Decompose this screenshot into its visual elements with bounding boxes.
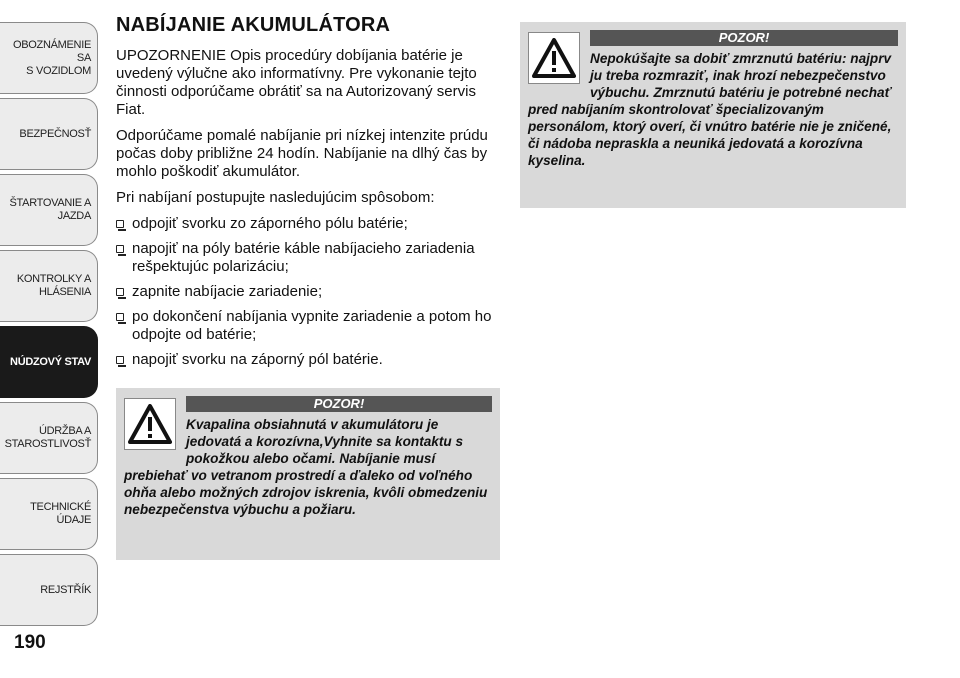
checkbox-bullet-icon: [116, 220, 124, 228]
warning-triangle-icon: [528, 32, 580, 84]
section-title: NABÍJANIE AKUMULÁTORA: [116, 14, 391, 36]
checkbox-bullet-icon: [116, 245, 124, 253]
tab-startovanie[interactable]: ŠTARTOVANIE A JAZDA: [0, 174, 98, 246]
warning-heading: POZOR!: [590, 30, 898, 46]
checkbox-bullet-icon: [116, 356, 124, 364]
paragraph-recommendation: Odporúčame pomalé nabíjanie pri nízkej intenzite prúdu počas doby približne 24 hodín. Nabíjanie na dlhý čas by mohlo poškodiť akumulátor.: [116, 127, 488, 180]
list-item: zapnite nabíjacie zariadenie;: [116, 283, 500, 301]
tab-oboznamenie[interactable]: OBOZNÁMENIE SA S VOZIDLOM: [0, 22, 98, 94]
warning-box-frozen-battery: [520, 22, 906, 208]
section-content: [116, 14, 500, 376]
paragraph-procedure-intro: Pri nabíjaní postupujte nasledujúcim spôsobom:: [116, 189, 435, 206]
checkbox-bullet-icon: [116, 288, 124, 296]
warning-box-acid: [116, 388, 500, 560]
tab-technicke-udaje[interactable]: TECHNICKÉ ÚDAJE: [0, 478, 98, 550]
list-item: napojiť svorku na záporný pól batérie.: [116, 351, 500, 369]
tab-kontrolky[interactable]: KONTROLKY A HLÁSENIA: [0, 250, 98, 322]
paragraph-notice: UPOZORNENIE Opis procedúry dobíjania batérie je uvedený výlučne ako informatívny. Pre vykonanie tejto činnosti odporúčame obrátiť sa na Autorizovaný servis Fiat.: [116, 47, 477, 118]
tab-udrzba[interactable]: ÚDRŽBA A STAROSTLIVOSŤ: [0, 402, 98, 474]
procedure-steps: [116, 215, 500, 369]
checkbox-bullet-icon: [116, 313, 124, 321]
tab-bezpecnost[interactable]: BEZPEČNOSŤ: [0, 98, 98, 170]
warning-text: Kvapalina obsiahnutá v akumulátoru je jedovatá a korozívna,Vyhnite sa kontaktu s pokožkou alebo očami. Nabíjanie musí prebiehať vo vetranom prostredí a ďaleko od voľného ohňa alebo možných zdrojov iskrenia, kvôli obmedzeniu nebezpečenstva výbuchu a požiaru.: [124, 417, 488, 517]
list-item: odpojiť svorku zo záporného pólu batérie;: [116, 215, 500, 233]
warning-text: Nepokúšajte sa dobiť zmrznutú batériu: najprv ju treba rozmraziť, inak hrozí nebezpečenstvo výbuchu. Zmrznutú batériu je potrebné nechať pred nabíjaním skontrolovať špecializovaným personálom, ktorý overí, či vnútro batérie nie je zničené, či nádoba nepraskla a neuniká jedovatá a korozívna kyselina.: [528, 51, 892, 168]
list-item: po dokončení nabíjania vypnite zariadenie a potom ho odpojte od batérie;: [116, 308, 500, 344]
warning-heading: POZOR!: [186, 396, 492, 412]
tab-nudzovy-stav[interactable]: NÚDZOVÝ STAV: [0, 326, 98, 398]
warning-triangle-icon: [124, 398, 176, 450]
list-item: napojiť na póly batérie káble nabíjacieho zariadenia rešpektujúc polarizáciu;: [116, 240, 500, 276]
tab-rejstrik[interactable]: REJSTŘÍK: [0, 554, 98, 626]
page-number: 190: [14, 632, 46, 653]
